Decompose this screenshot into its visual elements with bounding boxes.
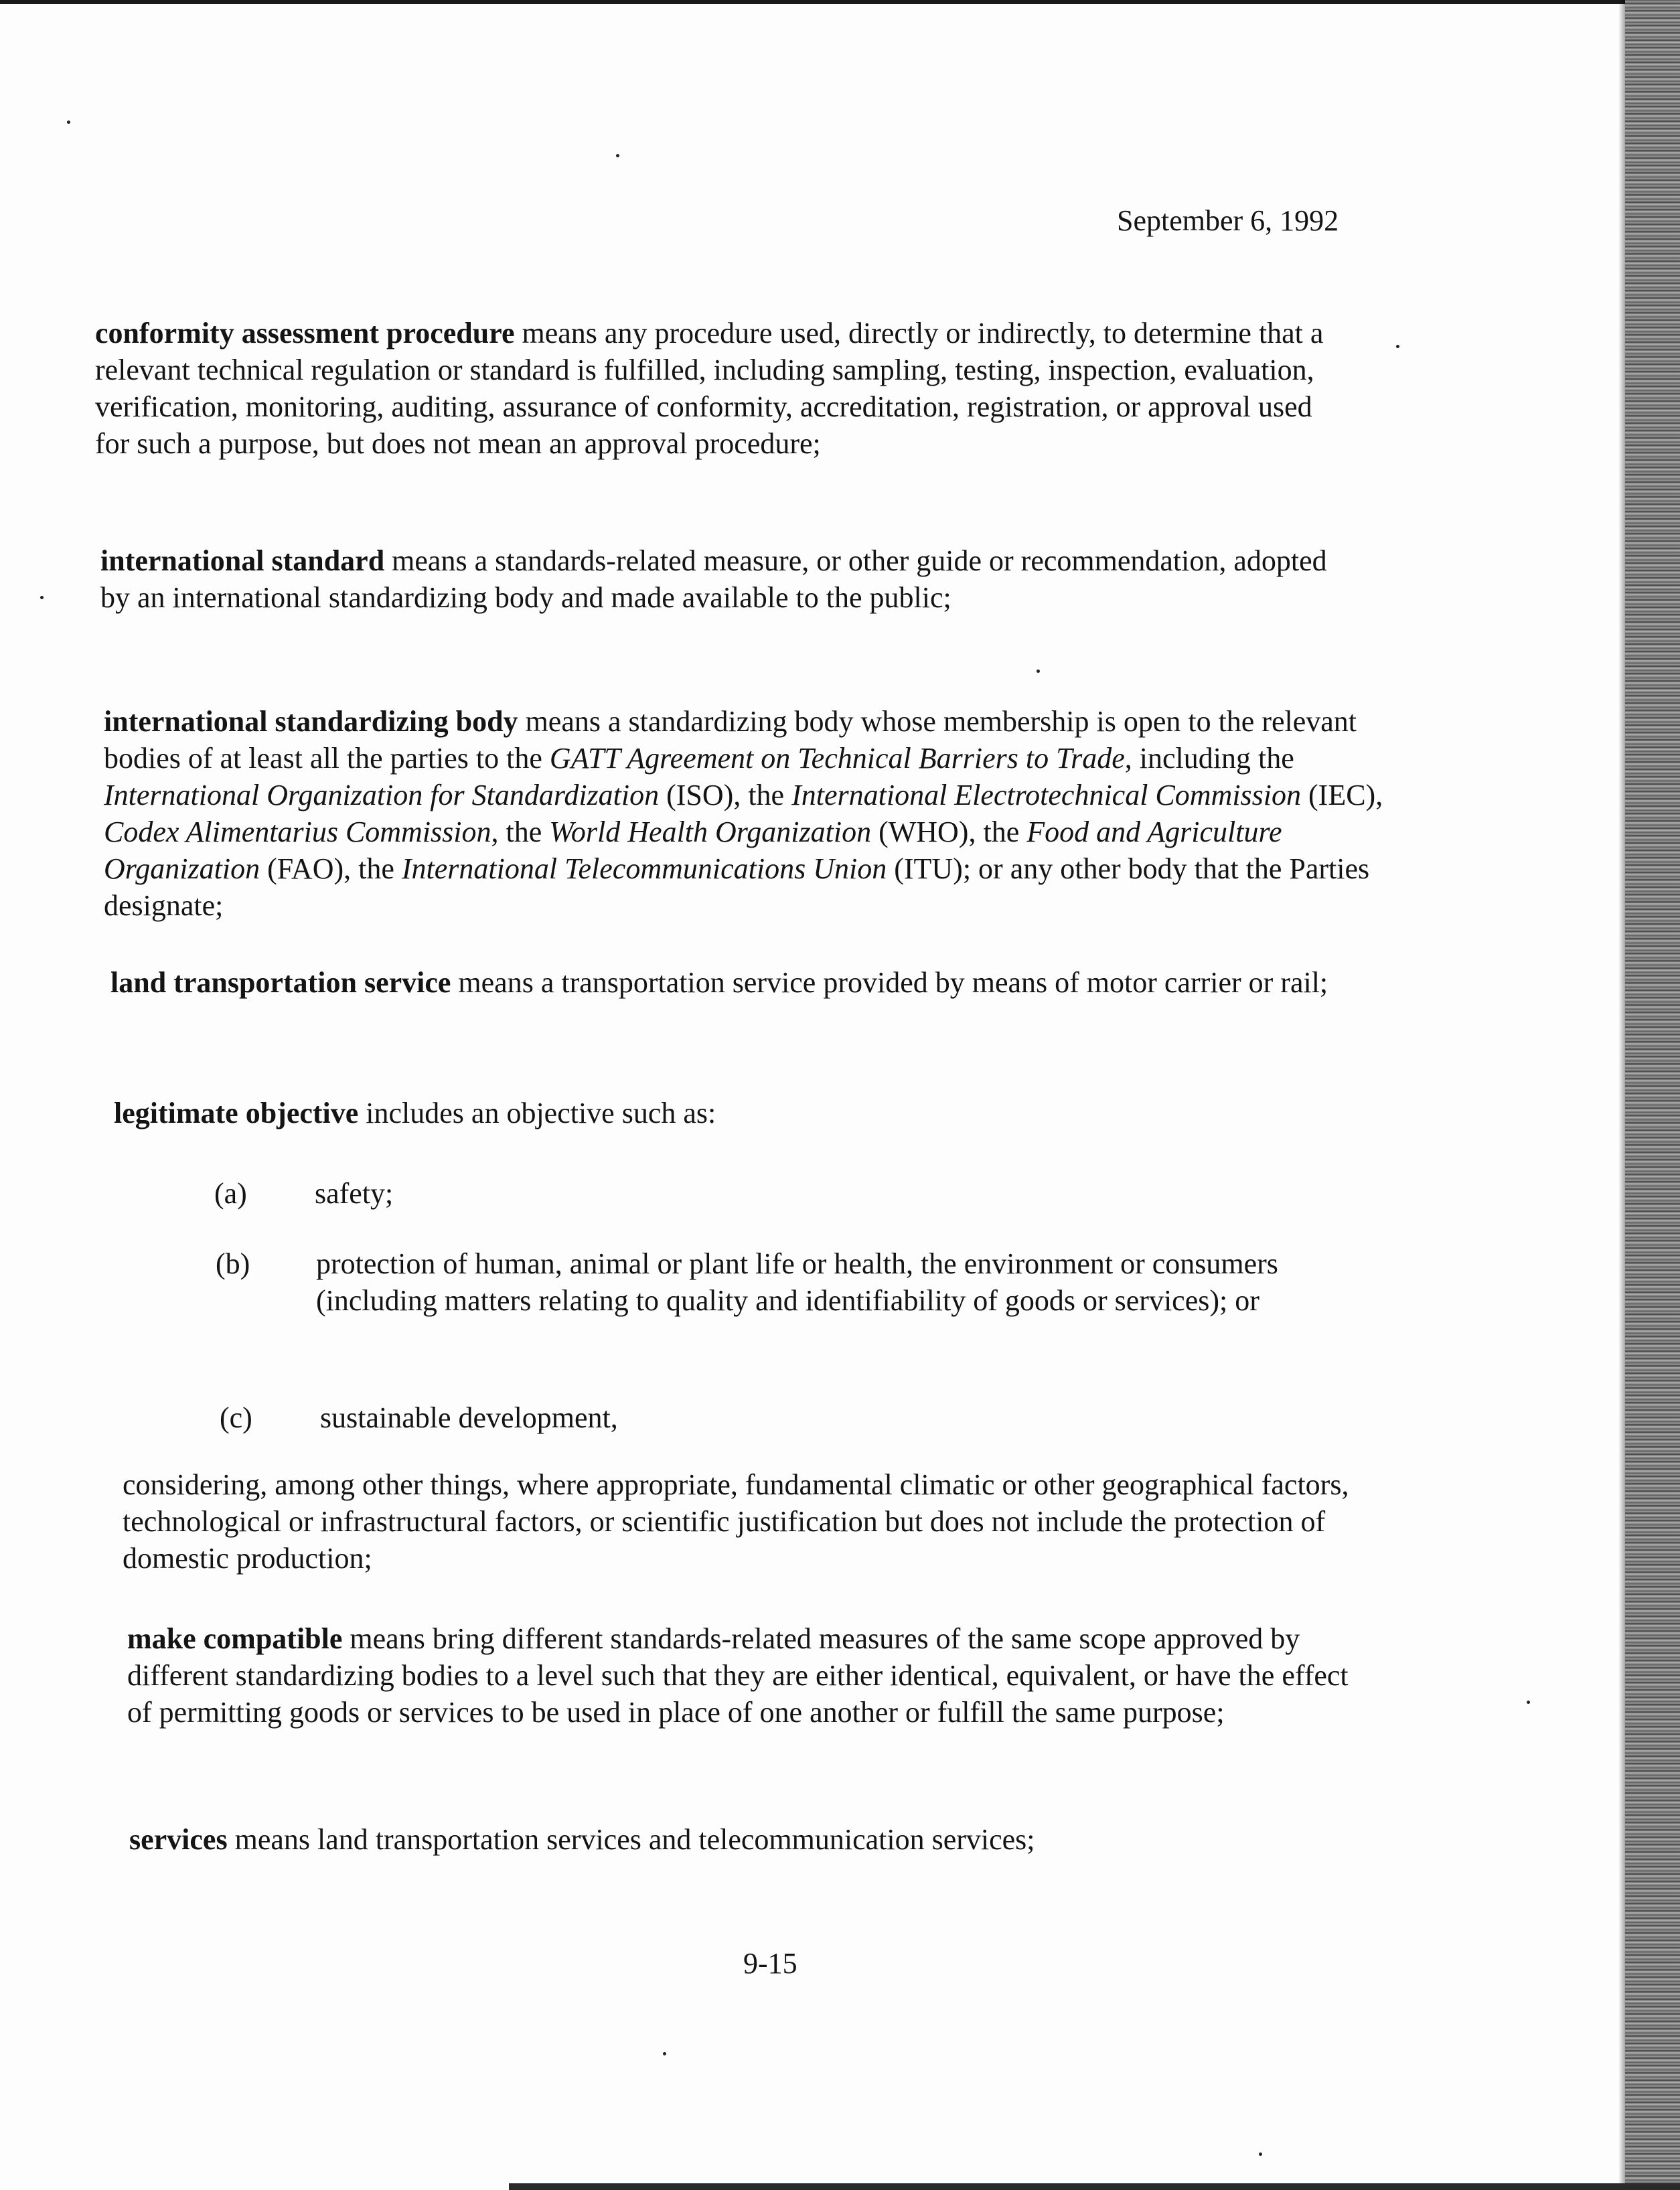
document-date: September 6, 1992 bbox=[1117, 204, 1339, 237]
definition-term: make compatible bbox=[127, 1622, 343, 1655]
definition-term: international standardizing body bbox=[104, 705, 518, 738]
scan-speck bbox=[1396, 345, 1399, 348]
definition-text: , the bbox=[491, 815, 550, 848]
scan-speck bbox=[67, 121, 70, 124]
definition-term: international standard bbox=[100, 544, 385, 577]
definition-text: (FAO), the bbox=[260, 852, 402, 885]
definition-text: means any procedure used, directly or indirectly, to determine that a relevant technical regulation or standard is fulfilled, including sampling, testing, inspection, evaluation, verification, monitoring, auditing, assurance of conformity, accreditation, registration, or approval used for such a purpose, but does not mean an approval procedure; bbox=[95, 317, 1324, 460]
definition-italic-text: International Organization for Standardization bbox=[104, 779, 660, 811]
scan-speck bbox=[663, 2052, 666, 2055]
scan-bottom-edge bbox=[509, 2183, 1680, 2190]
definition-land-transportation-service bbox=[110, 964, 1349, 1001]
objective-label: (a) bbox=[214, 1177, 247, 1210]
definition-text: means a standardizing body whose membership is open to the relevant bodies of at least all the parties to the bbox=[104, 705, 1357, 775]
definition-text: means a transportation service provided by means of motor carrier or rail; bbox=[451, 966, 1328, 999]
definition-text: includes an objective such as: bbox=[358, 1097, 716, 1129]
objective-label: (b) bbox=[216, 1247, 250, 1280]
definition-text: (ITU); or any other body that the Parties designate; bbox=[104, 852, 1370, 922]
definition-italic-text: International Telecommunications Union bbox=[401, 852, 887, 885]
definition-italic-text: World Health Organization bbox=[549, 815, 872, 848]
definition-make-compatible bbox=[127, 1620, 1353, 1731]
definition-text: , including the bbox=[1124, 742, 1294, 775]
scan-top-edge bbox=[0, 0, 1680, 4]
definition-term: services bbox=[129, 1823, 228, 1856]
objective-text: sustainable development, bbox=[320, 1401, 618, 1434]
definition-term: land transportation service bbox=[110, 966, 451, 999]
scan-right-shadow bbox=[1618, 0, 1625, 2190]
objective-text: safety; bbox=[315, 1177, 394, 1210]
scan-right-edge bbox=[1625, 0, 1680, 2190]
definition-text: means bring different standards-related measures of the same scope approved by different standardizing bodies to a level such that they are either identical, equivalent, or have the effect of permitting goods or services to be used in place of one another or fulfill the same purpose; bbox=[127, 1622, 1349, 1729]
definition-international-standard bbox=[100, 542, 1359, 616]
scan-speck bbox=[40, 596, 44, 599]
definition-services bbox=[129, 1821, 1361, 1858]
page-number: 9-15 bbox=[743, 1947, 797, 1980]
definition-term: legitimate objective bbox=[114, 1097, 359, 1129]
definition-italic-text: Food and Agriculture Organization bbox=[104, 815, 1282, 885]
definition-text: (WHO), the bbox=[871, 815, 1027, 848]
scan-speck bbox=[1037, 670, 1040, 673]
definition-text: means a standards-related measure, or other guide or recommendation, adopted by an international standardizing body and made available to the public; bbox=[100, 544, 1327, 614]
definition-italic-text: GATT Agreement on Technical Barriers to Trade bbox=[549, 742, 1125, 775]
scan-speck bbox=[616, 154, 619, 157]
definition-international-standardizing-body bbox=[104, 703, 1386, 924]
definition-italic-text: Codex Alimentarius Commission bbox=[104, 815, 491, 848]
definition-text: means land transportation services and telecommunication services; bbox=[227, 1823, 1035, 1856]
definition-conformity-assessment-procedure bbox=[95, 315, 1347, 462]
definition-text: (ISO), the bbox=[659, 779, 792, 811]
definition-italic-text: International Electrotechnical Commission bbox=[791, 779, 1302, 811]
objective-text: protection of human, animal or plant life or health, the environment or consumers (including matters relating to quality and identifiability of goods or services); or bbox=[316, 1247, 1278, 1317]
definition-text: (IEC), bbox=[1301, 779, 1383, 811]
scan-speck bbox=[1259, 2153, 1262, 2156]
definition-term: conformity assessment procedure bbox=[95, 317, 515, 349]
definition-legitimate-objective bbox=[114, 1095, 1353, 1131]
objective-label: (c) bbox=[220, 1401, 252, 1434]
considering-clause: considering, among other things, where appropriate, fundamental climatic or other geographical factors, technological or infrastructural factors, or scientific justification but does not include the protection of domestic production; bbox=[123, 1468, 1349, 1575]
scan-speck bbox=[1527, 1701, 1530, 1704]
